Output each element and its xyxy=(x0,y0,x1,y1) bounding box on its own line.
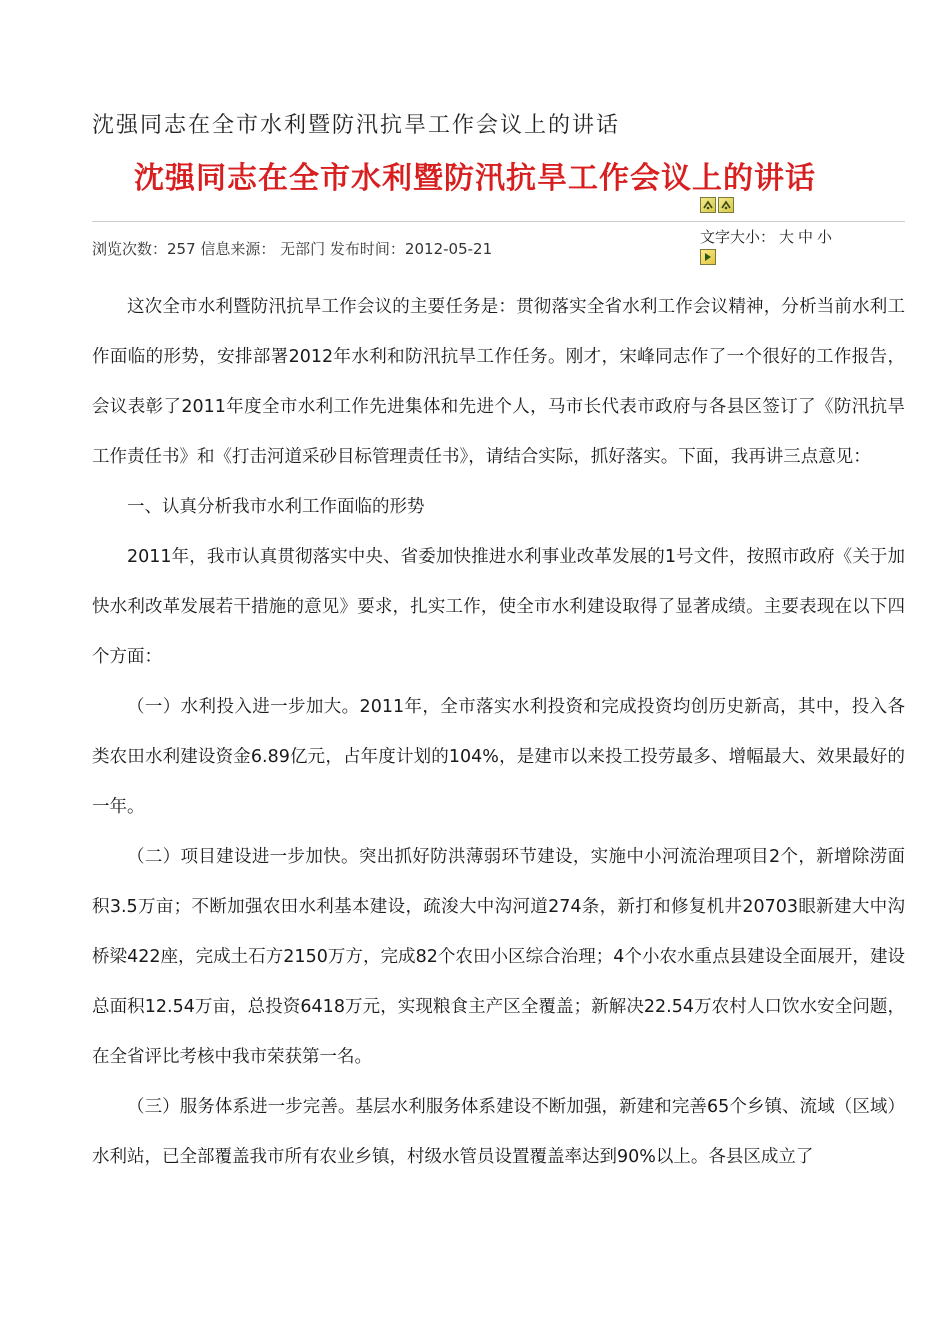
paragraph: 这次全市水利暨防汛抗旱工作会议的主要任务是：贯彻落实全省水利工作会议精神，分析当前水利工作面临的形势，安排部署2012年水利和防汛抗旱工作任务。刚才，宋峰同志作了一个很好的工作报告，会议表彰了2011年度全市水利工作先进集体和先进个人，马市长代表市政府与各县区签订了《防汛抗旱工作责任书》和《打击河道采砂目标管理责任书》，请结合实际，抓好落实。下面，我再讲三点意见： xyxy=(92,297,905,467)
close-icon[interactable] xyxy=(718,197,734,213)
save-tool xyxy=(700,249,716,265)
paragraph: （二）项目建设进一步加快。突出抓好防洪薄弱环节建设，实施中小河流治理项目2个，新增除涝面积3.5万亩；不断加强农田水利基本建设，疏浚大中沟河道274条，新打和修复机井20703眼新建大中沟桥梁422座，完成土石方2150万方，完成82个农田小区综合治理；4个小农水重点县建设全面展开，建设总面积12.54万亩，总投资6418万元，实现粮食主产区全覆盖；新解决22.54万农村人口饮水安全问题，在全省评比考核中我市荣获第一名。 xyxy=(92,847,905,1067)
toolbar-icons xyxy=(700,197,734,213)
paragraph: 2011年，我市认真贯彻落实中央、省委加快推进水利事业改革发展的1号文件，按照市政府《关于加快水利改革发展若干措施的意见》要求，扎实工作，使全市水利建设取得了显著成绩。主要表现在以下四个方面： xyxy=(92,547,905,667)
article-headline: 沈强同志在全市水利暨防汛抗旱工作会议上的讲话 xyxy=(134,161,816,196)
document-title: 沈强同志在全市水利暨防汛抗旱工作会议上的讲话 xyxy=(92,113,621,138)
paragraph: （三）服务体系进一步完善。基层水利服务体系建设不断加强，新建和完善65个乡镇、流域（区域）水利站，已全部覆盖我市所有农业乡镇，村级水管员设置覆盖率达到90%以上。各县区成立了 xyxy=(92,1097,905,1167)
save-icon[interactable] xyxy=(700,249,716,265)
font-size-control xyxy=(700,226,836,247)
print-icon[interactable] xyxy=(700,197,716,213)
font-size-small[interactable]: 小 xyxy=(817,228,833,246)
paragraph: （一）水利投入进一步加大。2011年，全市落实水利投资和完成投资均创历史新高，其中，投入各类农田水利建设资金6.89亿元，占年度计划的104%，是建市以来投工投劳最多、增幅最大、效果最好的一年。 xyxy=(92,697,905,817)
article-meta: 浏览次数：257 信息来源： 无部门 发布时间：2012-05-21 xyxy=(92,240,493,258)
header-divider xyxy=(92,221,905,222)
font-size-medium[interactable]: 中 xyxy=(798,228,814,246)
section-heading: 一、认真分析我市水利工作面临的形势 xyxy=(127,497,425,517)
article-body xyxy=(92,282,905,1182)
font-size-label: 文字大小： xyxy=(700,228,776,246)
font-size-large[interactable]: 大 xyxy=(779,228,795,246)
